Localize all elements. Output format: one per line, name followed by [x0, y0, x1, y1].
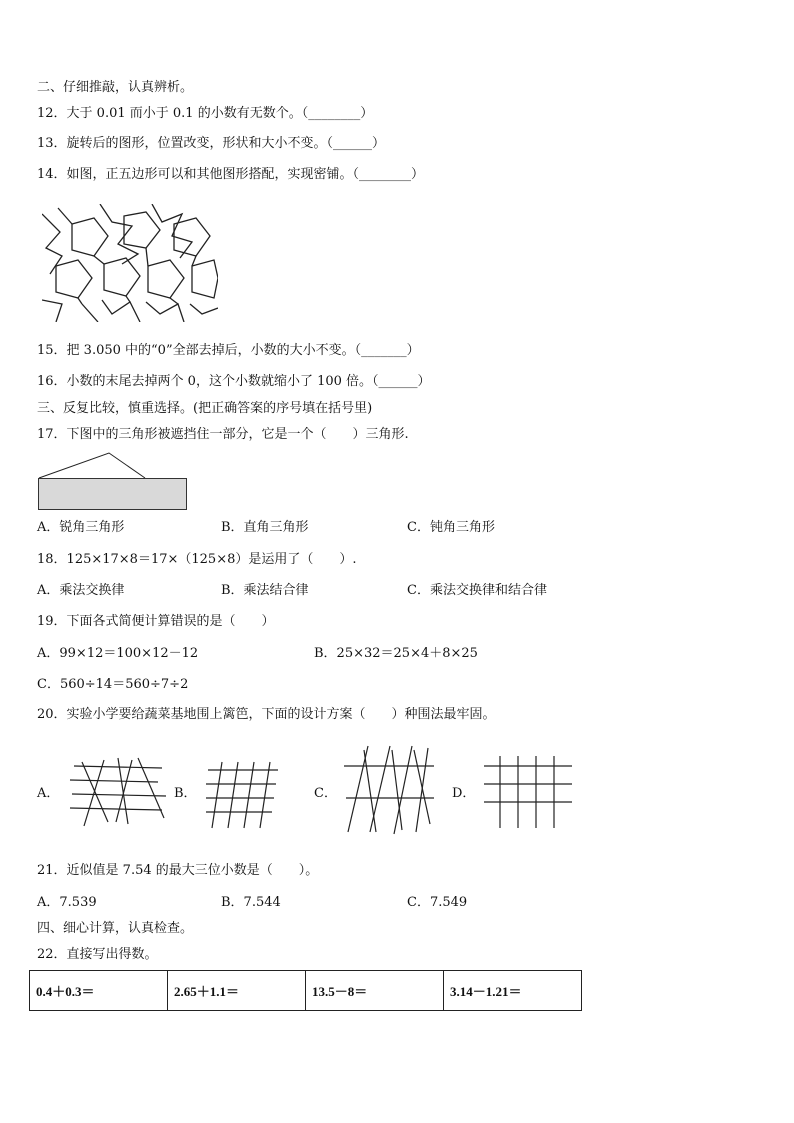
q17-option-c: C．钝角三角形 [407, 520, 495, 535]
q18-option-c: C．乘法交换律和结合律 [407, 583, 547, 598]
fence-design-a-figure [68, 756, 168, 828]
section-4-heading: 四、细心计算，认真检查。 [37, 921, 194, 936]
q20-option-b-label: B． [174, 786, 197, 801]
q21-option-a: A．7.539 [37, 895, 97, 910]
question-20-stem: 20．实验小学要给蔬菜基地围上篱笆，下面的设计方案（ ）种围法最牢固。 [37, 707, 496, 722]
question-17-stem: 17．下图中的三角形被遮挡住一部分，它是一个（ ）三角形. [37, 427, 409, 442]
question-16: 16．小数的末尾去掉两个 0，这个小数就缩小了 100 倍。（______） [37, 374, 431, 389]
pentagon-tessellation-figure [42, 204, 218, 322]
q19-option-a: A．99×12＝100×12－12 [37, 646, 199, 661]
question-21-stem: 21．近似值是 7.54 的最大三位小数是（ ）。 [37, 863, 319, 878]
question-12: 12．大于 0.01 而小于 0.1 的小数有无数个。（________） [37, 106, 374, 121]
fence-design-c-figure [342, 744, 436, 836]
question-18-stem: 18．125×17×8＝17×（125×8）是运用了（ ）. [37, 552, 357, 567]
calc-cell-1: 0.4＋0.3＝ [30, 971, 168, 1011]
q20-option-a-label: A． [37, 786, 60, 801]
table-row [30, 971, 582, 1011]
question-19-stem: 19．下面各式简便计算错误的是（ ） [37, 614, 275, 629]
question-14: 14．如图，正五边形可以和其他图形搭配，实现密铺。（________） [37, 167, 425, 182]
q21-option-b: B．7.544 [221, 895, 281, 910]
fence-design-b-figure [204, 760, 280, 830]
calc-cell-4: 3.14－1.21＝ [444, 971, 582, 1011]
calculation-table [29, 970, 582, 1011]
q21-option-c: C．7.549 [407, 895, 468, 910]
section-3-heading: 三、反复比较，慎重选择。(把正确答案的序号填在括号里) [37, 401, 373, 416]
question-15: 15．把 3.050 中的“0”全部去掉后，小数的大小不变。（_______） [37, 343, 420, 358]
q18-option-a: A．乘法交换律 [37, 583, 125, 598]
calc-cell-2: 2.65＋1.1＝ [168, 971, 306, 1011]
q19-option-b: B．25×32＝25×4＋8×25 [314, 646, 478, 661]
section-2-heading: 二、仔细推敲，认真辨析。 [37, 80, 194, 95]
calc-cell-3: 13.5－8＝ [306, 971, 444, 1011]
q17-option-a: A．锐角三角形 [37, 520, 125, 535]
q19-option-c: C．560÷14＝560÷7÷2 [37, 677, 189, 692]
q20-option-c-label: C． [314, 786, 337, 801]
occluded-triangle-figure [37, 450, 189, 512]
q18-option-b: B．乘法结合律 [221, 583, 309, 598]
question-22-stem: 22．直接写出得数。 [37, 947, 158, 962]
question-13: 13．旋转后的图形，位置改变，形状和大小不变。（______） [37, 136, 386, 151]
q17-option-b: B．直角三角形 [221, 520, 309, 535]
q20-option-d-label: D． [452, 786, 476, 801]
fence-design-d-figure [482, 754, 574, 830]
